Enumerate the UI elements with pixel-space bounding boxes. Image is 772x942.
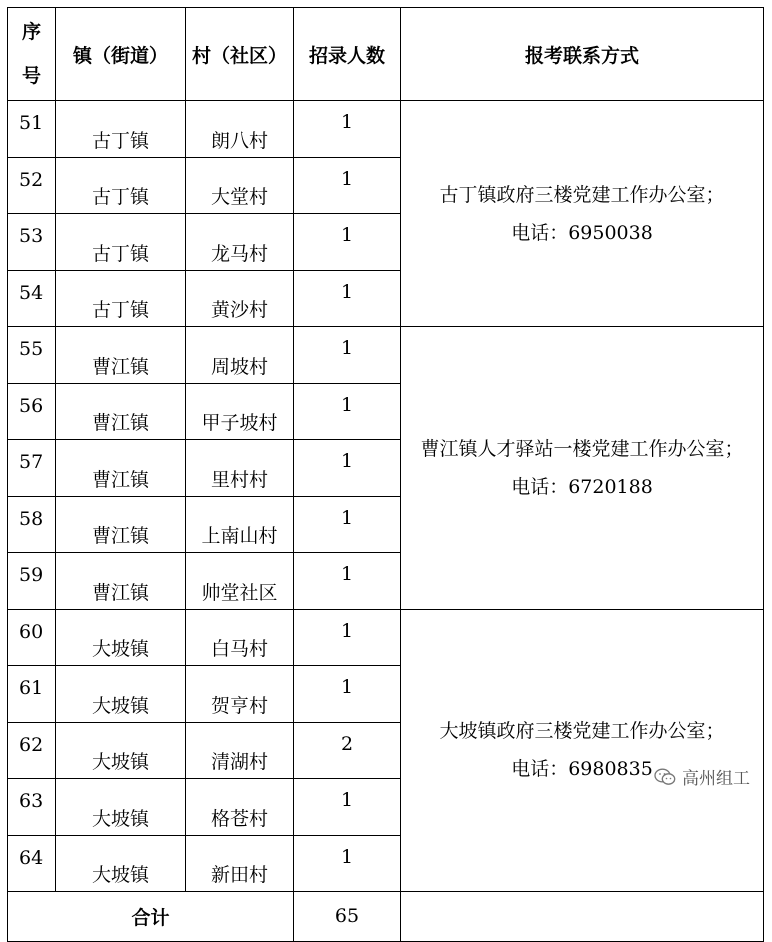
row-quota: 1 (294, 835, 401, 892)
row-quota: 2 (294, 722, 401, 779)
row-village: 新田村 (186, 835, 294, 892)
wechat-icon (654, 768, 676, 786)
row-village: 龙马村 (186, 214, 294, 271)
row-number: 58 (8, 496, 56, 553)
row-town: 古丁镇 (56, 157, 186, 214)
row-village: 上南山村 (186, 496, 294, 553)
row-town: 大坡镇 (56, 609, 186, 666)
row-village: 白马村 (186, 609, 294, 666)
total-row (8, 892, 764, 942)
row-town: 曹江镇 (56, 496, 186, 553)
row-village: 甲子坡村 (186, 383, 294, 440)
row-quota: 1 (294, 383, 401, 440)
row-number: 53 (8, 214, 56, 271)
row-village: 朗八村 (186, 101, 294, 158)
row-town: 古丁镇 (56, 101, 186, 158)
row-village: 清湖村 (186, 722, 294, 779)
row-village: 格苍村 (186, 779, 294, 836)
row-quota: 1 (294, 327, 401, 384)
row-village: 里村村 (186, 440, 294, 497)
row-quota: 1 (294, 609, 401, 666)
contact-guding: 古丁镇政府三楼党建工作办公室； 电话：6950038 (401, 101, 764, 327)
table-row (8, 101, 764, 158)
header-row (8, 8, 764, 101)
contact-caojiang: 曹江镇人才驿站一楼党建工作办公室； 电话：6720188 (401, 327, 764, 610)
row-town: 曹江镇 (56, 553, 186, 610)
row-quota: 1 (294, 779, 401, 836)
row-number: 55 (8, 327, 56, 384)
row-village: 贺亨村 (186, 666, 294, 723)
row-quota: 1 (294, 440, 401, 497)
contact-dapo: 大坡镇政府三楼党建工作办公室； 电话：6980835 (401, 609, 764, 892)
total-blank (401, 892, 764, 942)
row-town: 曹江镇 (56, 383, 186, 440)
header-contact: 报考联系方式 (401, 8, 764, 101)
header-seq: 序 号 (8, 8, 56, 101)
watermark (654, 764, 750, 789)
row-village: 黄沙村 (186, 270, 294, 327)
row-number: 61 (8, 666, 56, 723)
row-number: 52 (8, 157, 56, 214)
recruitment-table (7, 7, 764, 942)
row-town: 古丁镇 (56, 270, 186, 327)
header-town: 镇（街道） (56, 8, 186, 101)
row-town: 曹江镇 (56, 440, 186, 497)
row-town: 曹江镇 (56, 327, 186, 384)
row-town: 古丁镇 (56, 214, 186, 271)
row-number: 64 (8, 835, 56, 892)
row-number: 59 (8, 553, 56, 610)
row-number: 60 (8, 609, 56, 666)
row-town: 大坡镇 (56, 779, 186, 836)
row-quota: 1 (294, 270, 401, 327)
row-number: 54 (8, 270, 56, 327)
row-quota: 1 (294, 214, 401, 271)
table-row (8, 327, 764, 384)
row-number: 51 (8, 101, 56, 158)
row-quota: 1 (294, 101, 401, 158)
row-number: 63 (8, 779, 56, 836)
total-label: 合计 (8, 892, 294, 942)
table-row (8, 609, 764, 666)
header-quota: 招录人数 (294, 8, 401, 101)
row-quota: 1 (294, 666, 401, 723)
row-town: 大坡镇 (56, 666, 186, 723)
row-quota: 1 (294, 157, 401, 214)
row-number: 57 (8, 440, 56, 497)
row-town: 大坡镇 (56, 835, 186, 892)
total-value: 65 (294, 892, 401, 942)
row-quota: 1 (294, 553, 401, 610)
row-quota: 1 (294, 496, 401, 553)
row-village: 大堂村 (186, 157, 294, 214)
row-town: 大坡镇 (56, 722, 186, 779)
header-village: 村（社区） (186, 8, 294, 101)
row-number: 62 (8, 722, 56, 779)
watermark-text: 高州组工 (682, 769, 750, 789)
row-number: 56 (8, 383, 56, 440)
row-village: 周坡村 (186, 327, 294, 384)
row-village: 帅堂社区 (186, 553, 294, 610)
